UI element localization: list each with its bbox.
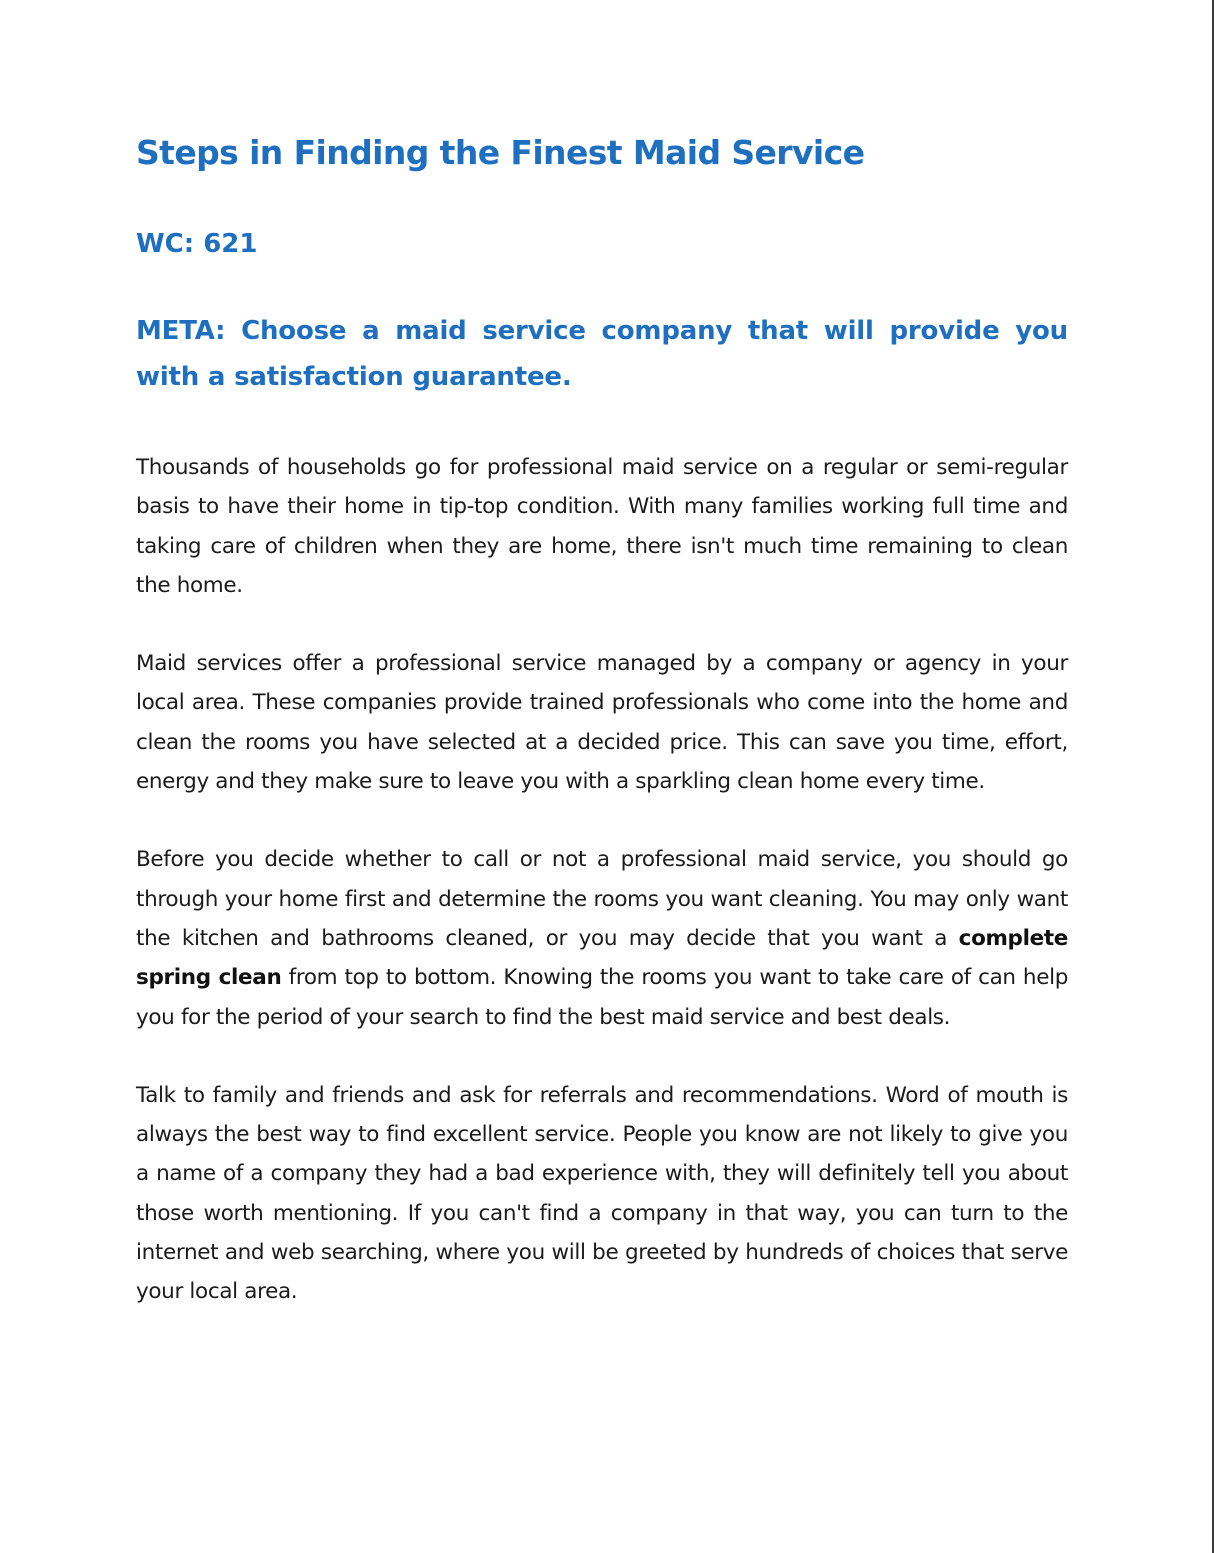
document-title: Steps in Finding the Finest Maid Service bbox=[136, 133, 865, 172]
bold-phrase: complete spring clean bbox=[136, 925, 1068, 991]
document-body bbox=[136, 128, 1068, 1312]
meta-description: META: Choose a maid service company that will provide you with a satisfaction guarantee. bbox=[136, 316, 1068, 392]
paragraph-2: Maid services offer a professional service managed by a company or agency in your local area. These companies provide trained professionals who come into the home and clean the rooms you have selected at a decided price. This can save you time, effort, energy and they make sure to leave you with a sparkling clean home every time. bbox=[136, 651, 1068, 795]
paragraph-3-text-before: Before you decide whether to call or not a professional maid service, you should go through your home first and determine the rooms you want cleaning. You may only want the kitchen and bathrooms cleaned, or you may decide that you want a bbox=[136, 847, 1068, 951]
paragraph-1: Thousands of households go for professional maid service on a regular or semi-regular basis to have their home in tip-top condition. With many families working full time and taking care of children when they are home, there isn't much time remaining to clean the home. bbox=[136, 455, 1068, 598]
paragraph-4: Talk to family and friends and ask for referrals and recommendations. Word of mouth is always the best way to find excellent service. People you know are not likely to give you a name of a company they had a bad experience with, they will definitely tell you about those worth mentioning. If you can't find a company in that way, you can turn to the internet and web searching, where you will be greeted by hundreds of choices that serve your local area. bbox=[136, 1082, 1068, 1305]
paragraph-3-text-after: from top to bottom. Knowing the rooms you want to take care of can help you for the period of your search to find the best maid service and best deals. bbox=[136, 965, 1069, 1030]
word-count: WC: 621 bbox=[136, 229, 258, 259]
paragraph-3 bbox=[136, 840, 1068, 1036]
